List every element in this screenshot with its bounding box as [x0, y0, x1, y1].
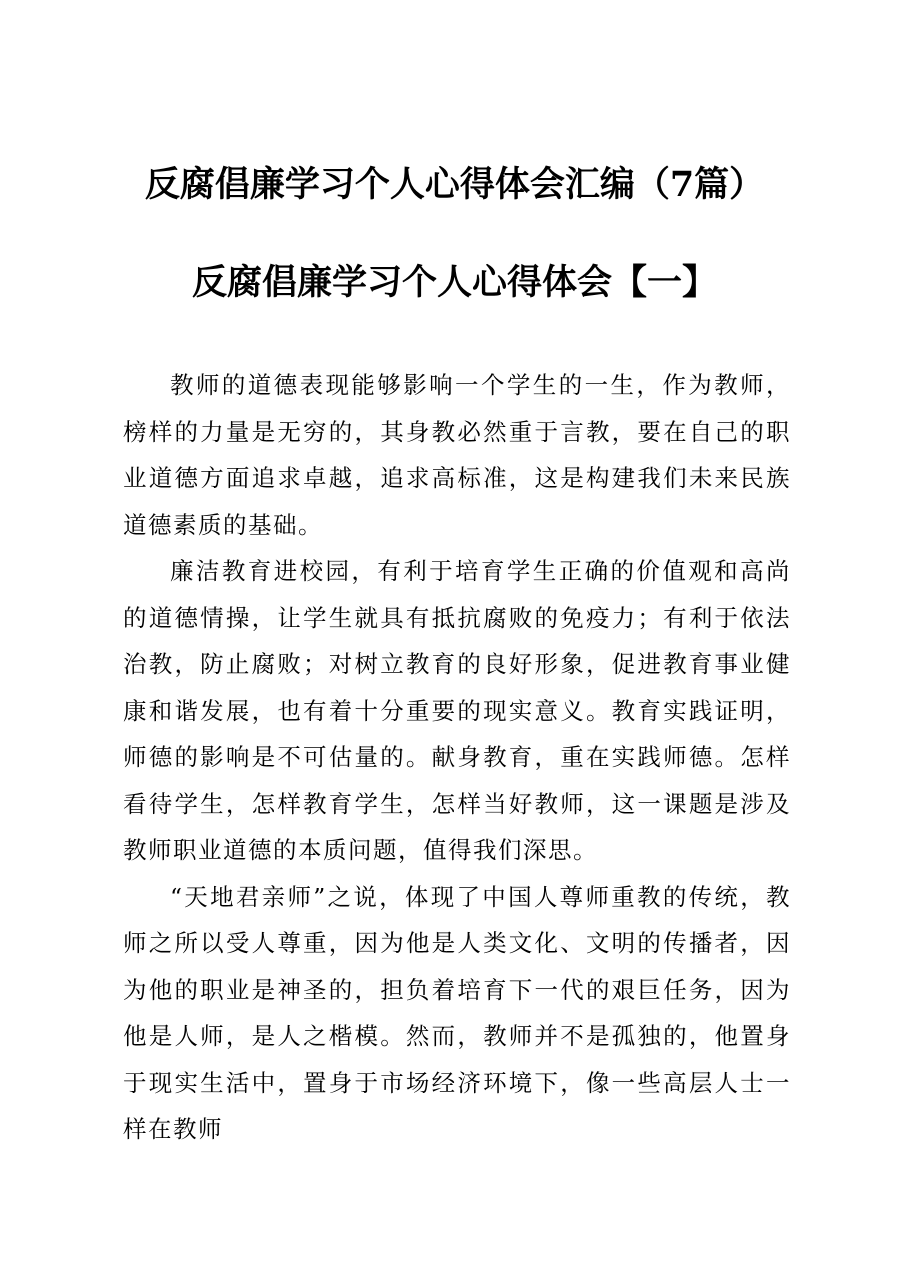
paragraph: 廉洁教育进校园，有利于培育学生正确的价值观和高尚的道德情操，让学生就具有抵抗腐败的免疫力；有利于依法治教，防止腐败；对树立教育的良好形象，促进教育事业健康和谐发展，也有着十分重要的现实意义。教育实践证明，师德的影响是不可估量的。献身教育，重在实践师德。怎样看待学生，怎样教育学生，怎样当好教师，这一课题是涉及教师职业道德的本质问题，值得我们深思。 [123, 557, 791, 864]
paragraph: “天地君亲师”之说，体现了中国人尊师重教的传统，教师之所以受人尊重，因为他是人类文化、文明的传播者，因为他的职业是神圣的，担负着培育下一代的艰巨任务，因为他是人师，是人之楷模。然而，教师并不是孤独的，他置身于现实生活中，置身于市场经济环境下，像一些高层人士一样在教师 [123, 882, 791, 1143]
paragraph: 教师的道德表现能够影响一个学生的一生，作为教师，榜样的力量是无穷的，其身教必然重于言教，要在自己的职业道德方面追求卓越，追求高标准，这是构建我们未来民族道德素质的基础。 [123, 371, 791, 539]
section-title: 反腐倡廉学习个人心得体会【一】 [191, 262, 717, 303]
document-title: 反腐倡廉学习个人心得体会汇编（7篇） [144, 164, 765, 205]
document-body [123, 362, 791, 1153]
